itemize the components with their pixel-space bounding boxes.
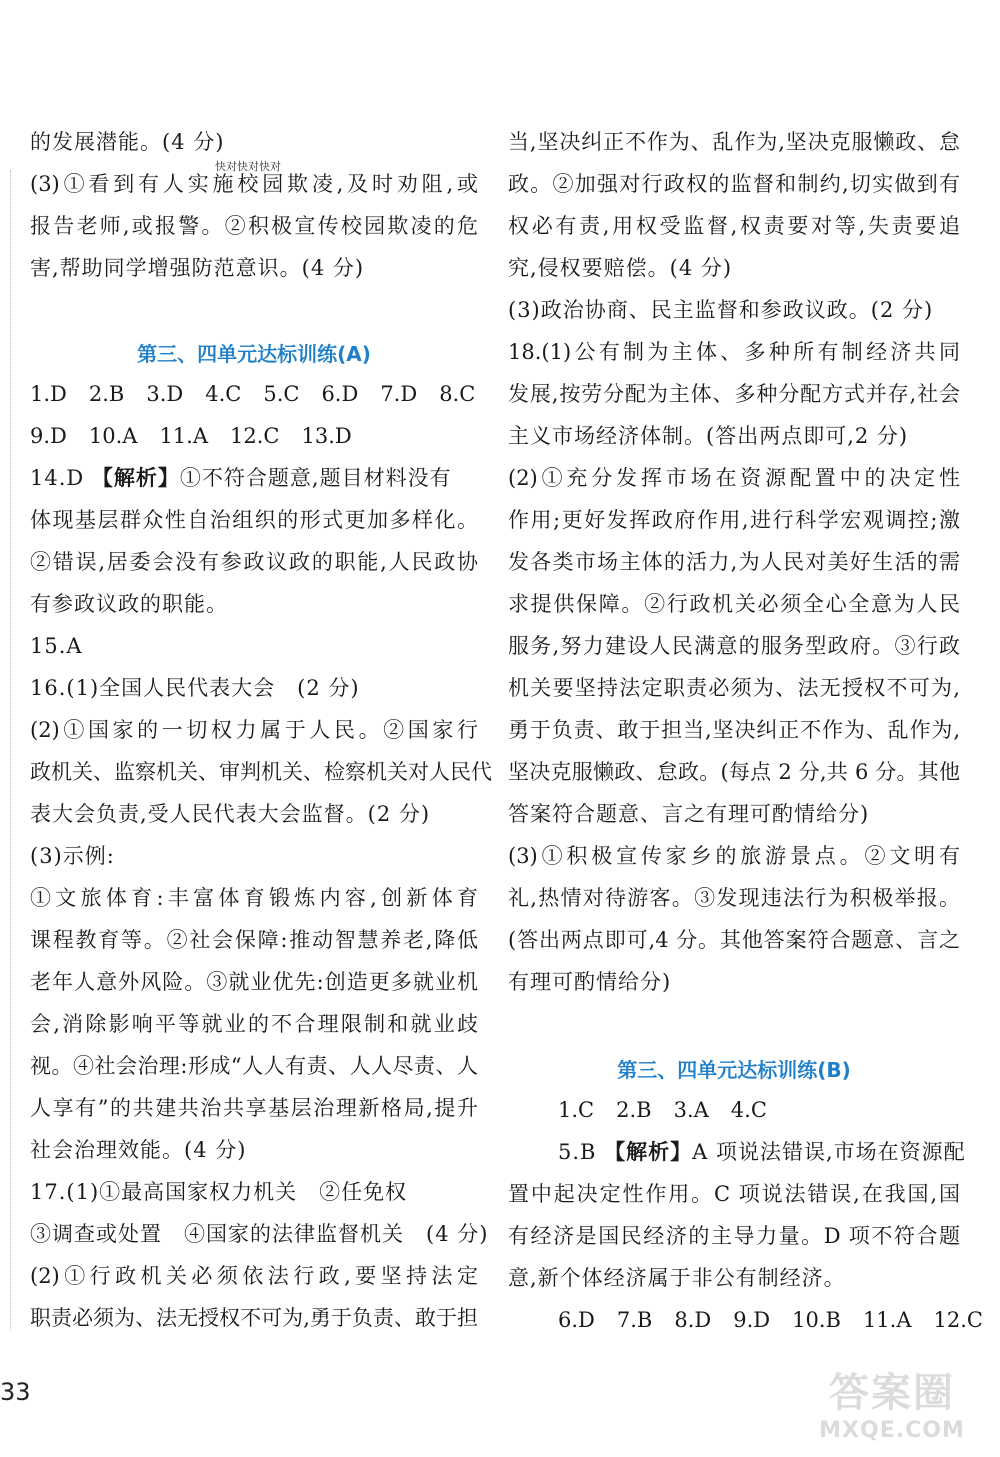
text-line: 服务,努力建设人民满意的服务型政府。③行政 [508,634,960,658]
text-line: 表大会负责,受人民代表大会监督。(2 分) [30,802,431,826]
section-heading-a: 第三、四单元达标训练(A) [137,342,371,366]
answer-item: 10.A [88,424,138,448]
text-line: 课程教育等。②社会保障:推动智慧养老,降低 [30,928,478,952]
text-line: 置中起决定性作用。C 项说法错误,在我国,国 [508,1182,960,1206]
text-line: ①文旅体育:丰富体育锻炼内容,创新体育 [30,886,478,910]
analysis-tag: 【解析】 [91,465,180,490]
answer-row [558,1306,983,1334]
site-watermark [802,1361,982,1443]
text-line: 16.(1)全国人民代表大会 (2 分) [30,676,360,700]
text-line: 有经济是国民经济的主导力量。D 项不符合题 [508,1224,960,1248]
text-line: 老年人意外风险。③就业优先:创造更多就业机 [30,970,478,994]
answer-item: 7.D [380,382,418,406]
watermark-logo-text: 答案圈 [829,1370,955,1416]
text-line: 社会治理效能。(4 分) [30,1138,247,1162]
q5-first-line [558,1138,966,1166]
answer-item: 4.C [730,1098,767,1122]
text-line: (2)①行政机关必须依法行政,要坚持法定 [30,1264,478,1288]
text-line: 主义市场经济体制。(答出两点即可,2 分) [508,424,909,448]
text-line: 17.(1)①最高国家权力机关 ②任免权 [30,1180,408,1204]
answer-item: 3.D [146,382,184,406]
text-line: 体现基层群众性自治组织的形式更加多样化。 [30,508,478,532]
answer-item: 7.B [616,1308,653,1332]
text-line: (3)①积极宣传家乡的旅游景点。②文明有 [508,844,960,868]
text-line: 人享有”的共建共治共享基层治理新格局,提升 [30,1096,478,1120]
answer-item: 8.D [674,1308,712,1332]
text-line: 报告老师,或报警。②积极宣传校园欺凌的危 [30,214,478,238]
answer-item: 6.D [558,1308,595,1332]
text-line: 意,新个体经济属于非公有制经济。 [508,1266,846,1290]
answer-item: 11.A [862,1308,912,1332]
answer-item: 9.D [30,424,67,448]
analysis-tag: 【解析】 [604,1139,693,1164]
text-line: (2)①国家的一切权力属于人民。②国家行 [30,718,478,742]
text-line: 发展,按劳分配为主体、多种分配方式并存,社会 [508,382,960,406]
answer-item: 4.C [205,382,242,406]
q15-answer: 15.A [30,634,83,658]
text-line: 究,侵权要赔偿。(4 分) [508,256,733,280]
text-line: 政。②加强对行政权的监督和制约,切实做到有 [508,172,960,196]
text-line: 礼,热情对待游客。③发现违法行为积极举报。 [508,886,960,910]
overprint-text: 快对快对快对 [215,160,281,173]
text-line: 有参政议政的职能。 [30,592,228,616]
text-line: 求提供保障。②行政机关必须全心全意为人民 [508,592,960,616]
text-line: 会,消除影响平等就业的不合理限制和就业歧 [30,1012,478,1036]
answer-item: 13.D [301,424,352,448]
answer-item: 1.C [558,1098,595,1122]
text-line: 答案符合题意、言之有理可酌情给分) [508,802,870,826]
text-line: (3)政治协商、民主监督和参政议政。(2 分) [508,298,934,322]
answer-item: 5.C [263,382,300,406]
answer-item: 2.B [616,1098,652,1122]
text-line: 勇于负责、敢于担当,坚决纠正不作为、乱作为, [508,718,960,742]
text-line: 有理可酌情给分) [508,970,672,994]
text-line: 机关要坚持法定职责必须为、法无授权不可为, [508,676,960,700]
text-line: 坚决克服懒政、怠政。(每点 2 分,共 6 分。其他 [508,760,960,784]
text-line: 权必有责,用权受监督,权责要对等,失责要追 [508,214,960,238]
watermark-domain: MXQE.COM [819,1418,965,1443]
answer-item: 11.A [159,424,208,448]
text-line: 职责必须为、法无授权不可为,勇于负责、敢于担 [30,1306,478,1330]
q5-text: A 项说法错误,市场在资源配 [692,1140,966,1164]
answer-row [558,1096,789,1124]
answer-item: 12.C [230,424,280,448]
text-line: 的发展潜能。(4 分) [30,130,225,154]
q5-number: 5.B [558,1140,597,1164]
answer-item: 1.D [30,382,67,406]
text-line: 发各类市场主体的活力,为人民对美好生活的需 [508,550,960,574]
answer-item: 6.D [321,382,359,406]
text-line: ③调查或处置 ④国家的法律监督机关 (4 分) [30,1222,489,1246]
text-line: (2)①充分发挥市场在资源配置中的决定性 [508,466,960,490]
text-line: 政机关、监察机关、审判机关、检察机关对人民代 [30,760,492,784]
answer-item: 8.C [439,382,476,406]
text-line: 18.(1)公有制为主体、多种所有制经济共同 [508,340,960,364]
q14-first-line [30,464,452,492]
text-line: 视。④社会治理:形成“人人有责、人人尽责、人 [30,1054,478,1078]
answer-item: 9.D [733,1308,771,1332]
text-line: ②错误,居委会没有参政议政的职能,人民政协 [30,550,478,574]
section-heading-b: 第三、四单元达标训练(B) [617,1058,851,1082]
answer-row [30,380,475,408]
answer-item: 10.B [792,1308,841,1332]
text-line: (3)示例: [30,844,115,868]
text-line: 害,帮助同学增强防范意识。(4 分) [30,256,365,280]
q14-number: 14.D [30,466,85,490]
q14-text: ①不符合题意,题目材料没有 [179,466,452,490]
text-line: (答出两点即可,4 分。其他答案符合题意、言之 [508,928,960,952]
margin-dotted-line [10,170,11,1330]
text-line: 当,坚决纠正不作为、乱作为,坚决克服懒政、怠 [508,130,960,154]
answer-item: 12.C [933,1308,983,1332]
answer-row [30,422,374,450]
text-line: (3)①看到有人实施校园欺凌,及时劝阻,或 [30,172,478,196]
text-line: 作用;更好发挥政府作用,进行科学宏观调控;激 [508,508,960,532]
answer-item: 3.A [673,1098,709,1122]
page-number: 33 [0,1378,31,1406]
answer-item: 2.B [88,382,125,406]
